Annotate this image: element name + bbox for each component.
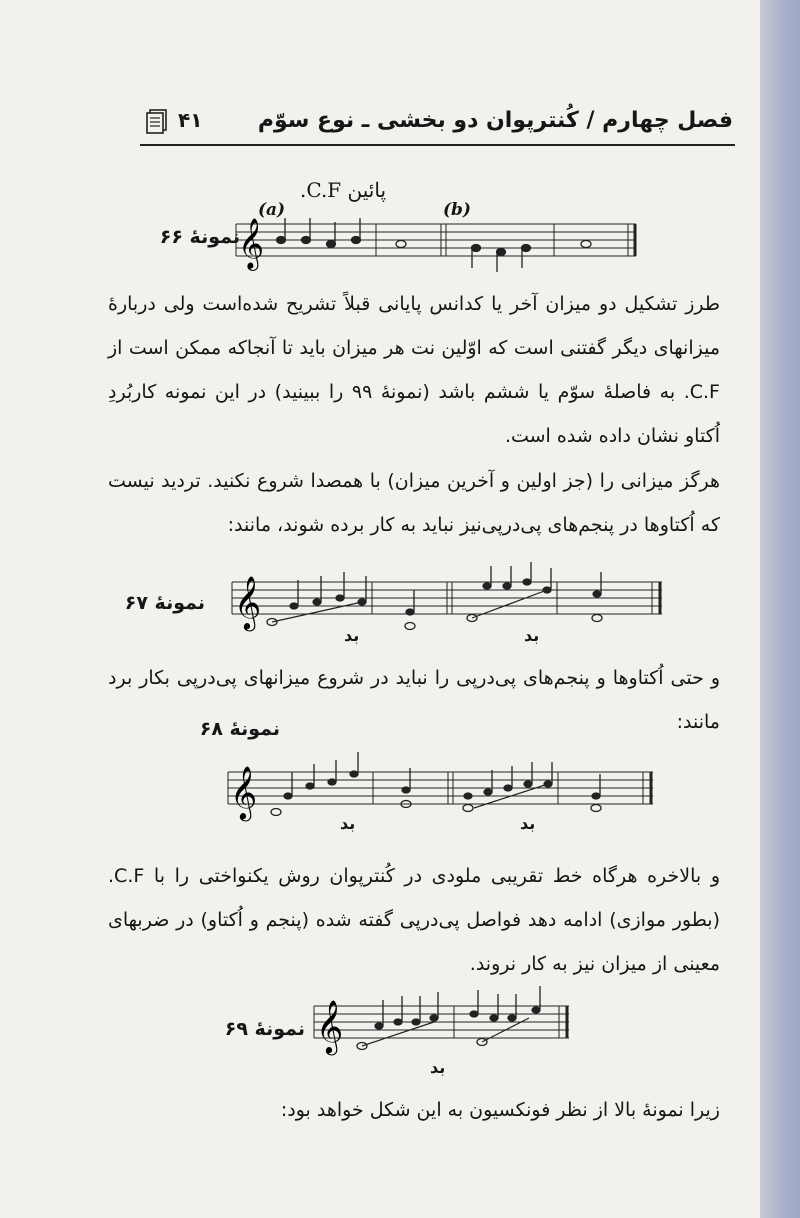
- bad-label: بد: [520, 814, 536, 833]
- paragraph-1: طرز تشکیل دو میزان آخر یا کدانس پایانی قبلاً تشریح شده‌است ولی دربارهٔ میزانهای دیگر گفتنی است که اوّلین نت هر میزان باید تا آنجاکه ممکن است از C.F. به فاصلهٔ سوّم یا ششم باشد (نمونهٔ ۹۹ را ببینید) در این نمونه کاربُردِ اُکتاو نشان داده شده است.: [108, 293, 720, 447]
- mark-a: (a): [258, 200, 286, 220]
- bad-label: بد: [430, 1058, 446, 1077]
- music-staff-68: [228, 756, 668, 826]
- example-68-label: نمونهٔ ۶۸: [199, 718, 280, 740]
- example-67-label: نمونهٔ ۶۷: [124, 592, 205, 614]
- paragraph-3: و حتی اُکتاوها و پنجم‌های پی‌درپی را نباید در شروع میزانهای پی‌درپی بکار برد مانند:: [108, 667, 720, 733]
- example-66-label: نمونهٔ ۶۶: [159, 226, 240, 248]
- page-edge: [760, 0, 800, 1218]
- bad-label: بد: [344, 626, 360, 645]
- chapter-title: فصل چهارم / کُنترپوان دو بخشی ـ نوع سوّم: [257, 108, 733, 133]
- paragraph-5: زیرا نمونهٔ بالا از نظر فونکسیون به این شکل خواهد بود:: [280, 1099, 720, 1121]
- music-staff-67: [232, 566, 672, 636]
- bad-label: بد: [524, 626, 540, 645]
- book-icon: [144, 108, 170, 134]
- example-69-label: نمونهٔ ۶۹: [224, 1018, 305, 1040]
- page-number: ۴۱: [178, 108, 203, 132]
- mark-b: (b): [443, 200, 471, 220]
- svg-text:𝄞: 𝄞: [238, 218, 265, 269]
- page-header: [140, 98, 735, 146]
- cf-label: پائین C.F.: [300, 178, 387, 202]
- svg-text:𝄞: 𝄞: [316, 999, 344, 1053]
- svg-text:𝄞: 𝄞: [234, 575, 262, 629]
- paragraph-2: هرگز میزانی را (جز اولین و آخرین میزان) با همصدا شروع نکنید. تردید نیست که اُکتاوها در پنجم‌های پی‌درپی‌نیز نباید به کار برده شوند، مانند:: [108, 470, 720, 536]
- music-staff-69: [314, 990, 574, 1060]
- svg-text:𝄞: 𝄞: [230, 765, 258, 819]
- bad-label: بد: [340, 814, 356, 833]
- music-staff-66: [236, 214, 641, 274]
- paragraph-4: و بالاخره هرگاه خط تقریبی ملودی در کُنترپوان روش یکنواختی را با C.F. (بطور موازی) ادامه دهد فواصل پی‌درپی گفته شده (پنجم و اُکتاو) در ضربهای معینی از میزان نیز به کار نروند.: [108, 865, 720, 975]
